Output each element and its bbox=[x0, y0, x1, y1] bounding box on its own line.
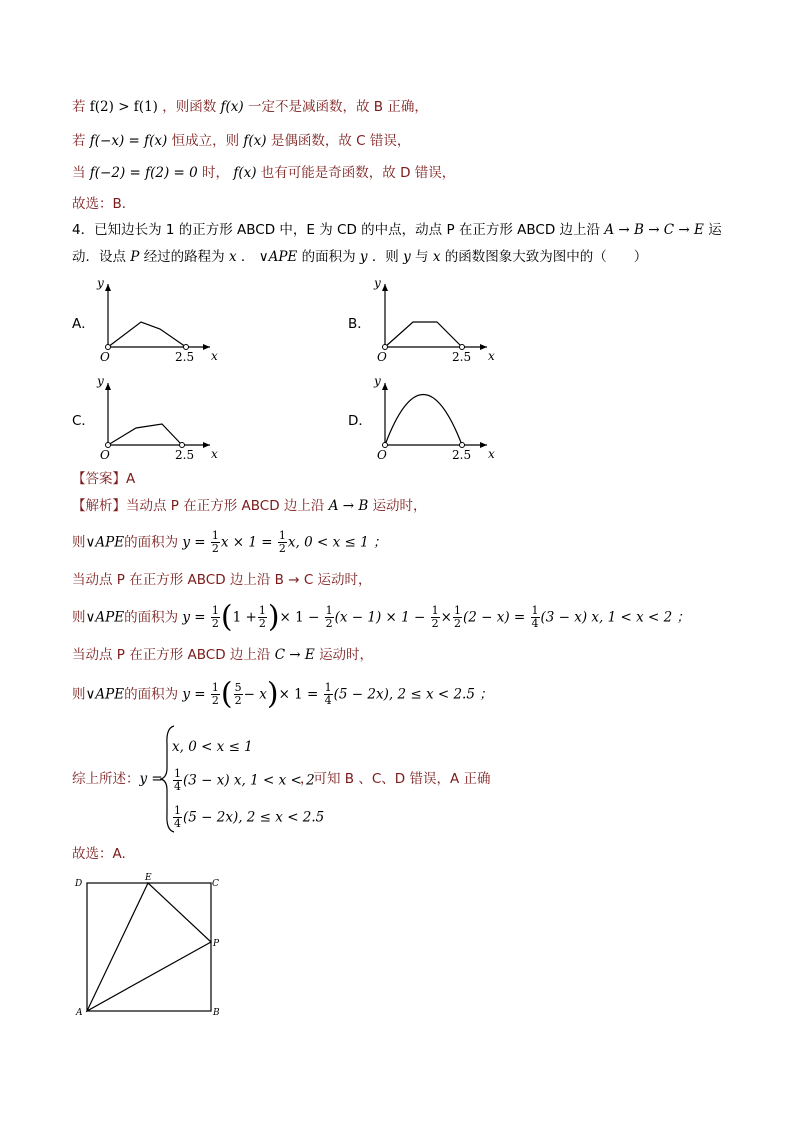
square-figure bbox=[74, 873, 220, 1018]
math: ∨APE bbox=[85, 609, 125, 626]
text: 一定不是减函数，故 B 正确， bbox=[247, 99, 428, 115]
math: (x − 1) × 1 − bbox=[334, 609, 426, 626]
math: × 1 − bbox=[279, 609, 320, 626]
label-a: A bbox=[76, 1008, 83, 1018]
fraction: $\frac{1}{2}$ bbox=[258, 604, 266, 630]
answer-line bbox=[72, 469, 135, 489]
fraction: $\frac{1}{2}$ bbox=[278, 529, 286, 555]
tick-label: 2.5 bbox=[452, 350, 472, 364]
label-p: P bbox=[213, 939, 220, 949]
option-label-b[interactable]: B． bbox=[348, 316, 371, 332]
text: 的面积为 bbox=[124, 686, 179, 703]
formula-line bbox=[72, 530, 386, 555]
text: 运动时， bbox=[319, 647, 374, 663]
math: y = bbox=[139, 771, 163, 787]
text-line bbox=[72, 645, 373, 665]
graph-d-curve bbox=[385, 395, 462, 446]
math: P bbox=[130, 249, 140, 265]
fraction: $\frac{1}{4}$ bbox=[324, 681, 332, 707]
piece-1 bbox=[172, 737, 253, 757]
text: ，则函数 bbox=[162, 99, 217, 115]
text: 的面积为 bbox=[124, 609, 179, 626]
fraction: $\frac{1}{2}$ bbox=[211, 604, 219, 630]
text-line bbox=[72, 131, 410, 151]
tick-label: 2.5 bbox=[175, 448, 195, 462]
x-axis-label: x bbox=[488, 447, 495, 461]
math: × 1 = bbox=[278, 686, 319, 703]
end-point bbox=[460, 443, 465, 448]
label-c: C bbox=[212, 879, 219, 889]
text: ．则 bbox=[371, 249, 399, 265]
text: 运动时， bbox=[372, 498, 427, 514]
math: f(x) bbox=[220, 99, 244, 115]
graph-c bbox=[96, 374, 218, 462]
text: 时， bbox=[202, 165, 230, 181]
analysis-label: 【解析】 bbox=[72, 498, 126, 514]
x-axis-label: x bbox=[211, 349, 218, 363]
fraction: $\frac{1}{2}$ bbox=[211, 529, 219, 555]
fraction: $\frac{1}{2}$ bbox=[211, 681, 219, 707]
text: ． bbox=[240, 249, 255, 265]
graph-a bbox=[96, 276, 218, 364]
tick-label: 2.5 bbox=[452, 448, 472, 462]
answer-value: A bbox=[126, 471, 136, 487]
math: C → E bbox=[274, 647, 315, 663]
text: 是偶函数，故 C 错误， bbox=[270, 133, 411, 149]
summary-line bbox=[72, 769, 163, 789]
end-point bbox=[180, 443, 185, 448]
label-e: E bbox=[145, 873, 152, 883]
fraction: $\frac{1}{4}$ bbox=[174, 804, 181, 830]
triangle-ape bbox=[87, 883, 211, 1011]
math: y = bbox=[182, 609, 206, 626]
math: 1 + bbox=[232, 609, 257, 626]
fraction: $\frac{1}{2}$ bbox=[325, 604, 333, 630]
fraction: $\frac{1}{4}$ bbox=[174, 767, 181, 793]
graph-c-curve bbox=[108, 424, 182, 445]
math: (3 − x) x, 1 < x < 2 ； bbox=[540, 609, 690, 626]
text: 与 bbox=[415, 249, 429, 265]
math: × bbox=[440, 609, 452, 626]
text-line: 当动点 P 在正方形 ABCD 边上沿 B → C 运动时， bbox=[72, 572, 372, 588]
option-label-d[interactable]: D． bbox=[348, 413, 372, 429]
math: y bbox=[359, 249, 368, 265]
label-d: D bbox=[75, 879, 83, 889]
math: f(x) bbox=[243, 133, 267, 149]
math: (5 − 2x), 2 ≤ x < 2.5 bbox=[183, 809, 325, 826]
math: ∨APE bbox=[85, 686, 125, 703]
text: 综上所述： bbox=[72, 771, 140, 787]
fraction: $\frac{1}{2}$ bbox=[431, 604, 439, 630]
math: y = bbox=[182, 686, 206, 703]
math: y bbox=[403, 249, 411, 265]
text: 动．设点 bbox=[72, 249, 126, 265]
label-b: B bbox=[213, 1008, 220, 1018]
math: (3 − x) x, 1 < x < 2 bbox=[183, 772, 315, 789]
fraction: $\frac{1}{4}$ bbox=[531, 604, 539, 630]
math: x, 0 < x ≤ 1 ； bbox=[287, 534, 387, 551]
x-axis-label: x bbox=[488, 349, 495, 363]
piece-3 bbox=[172, 805, 324, 830]
y-axis-label: y bbox=[97, 276, 104, 290]
math: x bbox=[228, 249, 237, 265]
origin-point bbox=[383, 345, 388, 350]
math: ∨APE bbox=[85, 534, 125, 551]
text: 经过的路程为 bbox=[143, 249, 225, 265]
question-line bbox=[72, 247, 647, 267]
math: x bbox=[432, 249, 441, 265]
y-axis-label: y bbox=[374, 374, 381, 388]
question-line bbox=[72, 220, 722, 240]
math: (2 − x) = bbox=[462, 609, 526, 626]
text: 的面积为 bbox=[301, 249, 356, 265]
answer-label: 【答案】 bbox=[72, 471, 126, 487]
text: 当动点 P 在正方形 ABCD 边上沿 bbox=[126, 498, 325, 514]
math: f(−2) = f(2) = 0 bbox=[89, 165, 198, 181]
math: f(−x) = f(x) bbox=[89, 133, 168, 149]
math: A → B bbox=[328, 498, 369, 514]
math: − x bbox=[243, 686, 267, 703]
text: 若 bbox=[72, 99, 86, 115]
text: 运 bbox=[708, 222, 722, 238]
math: x × 1 = bbox=[220, 534, 273, 551]
origin-label: O bbox=[377, 448, 387, 462]
text-line bbox=[72, 97, 428, 117]
origin-point bbox=[106, 443, 111, 448]
text: 则 bbox=[72, 534, 86, 551]
y-axis-label: y bbox=[97, 374, 104, 388]
origin-label: O bbox=[377, 350, 387, 364]
fraction: $\frac{5}{2}$ bbox=[234, 681, 242, 707]
y-axis-label: y bbox=[374, 276, 381, 290]
end-point bbox=[460, 345, 465, 350]
math: ∨APE bbox=[258, 249, 298, 265]
math: f(2) > f(1) bbox=[89, 99, 158, 115]
math: x, 0 < x ≤ 1 bbox=[172, 739, 253, 755]
formula-line: 则∨APE的面积为 y = $\frac{1}{2}$ (1 + $\frac{1}{2}$ )× 1 − $\frac{1}{2}$ (x − 1) × 1 − $\frac{1}{2}$ × $\frac{1}{2}$ (2 − x) = $\frac{1}{4}$ (3 − x) x, 1 < x < 2 ； bbox=[72, 599, 690, 635]
math: (5 − 2x), 2 ≤ x < 2.5 ； bbox=[333, 686, 493, 703]
text: 4．已知边长为 1 的正方形 ABCD 中，E 为 CD 的中点，动点 P 在正方形 ABCD 边上沿 bbox=[72, 222, 601, 238]
graph-d bbox=[373, 374, 495, 462]
final-answer: 故选：A. bbox=[72, 846, 126, 862]
square-abcd bbox=[87, 883, 211, 1011]
origin-label: O bbox=[100, 448, 110, 462]
formula-line: 则∨APE的面积为 y = $\frac{1}{2}$ ( $\frac{5}{2}$ − x)× 1 = $\frac{1}{4}$ (5 − 2x), 2 ≤ x < 2.5 ； bbox=[72, 676, 493, 712]
math: A → B → C → E bbox=[604, 222, 704, 238]
math: f(x) bbox=[233, 165, 257, 181]
fraction: $\frac{1}{2}$ bbox=[453, 604, 461, 630]
summary-conclusion: ，可知 B 、C、D 错误，A 正确 bbox=[300, 771, 491, 787]
origin-point bbox=[106, 345, 111, 350]
text: 当 bbox=[72, 165, 86, 181]
origin-point bbox=[383, 443, 388, 448]
option-label-a[interactable]: A． bbox=[72, 316, 95, 332]
tick-label: 2.5 bbox=[175, 350, 195, 364]
text: 当动点 P 在正方形 ABCD 边上沿 bbox=[72, 647, 271, 663]
text: 的面积为 bbox=[124, 534, 179, 551]
origin-label: O bbox=[100, 350, 110, 364]
x-axis-label: x bbox=[211, 447, 218, 461]
math: y = bbox=[182, 534, 206, 551]
analysis-line bbox=[72, 496, 427, 516]
text: 恒成立，则 bbox=[171, 133, 240, 149]
text: 若 bbox=[72, 133, 86, 149]
text: 也有可能是奇函数，故 D 错误， bbox=[260, 165, 456, 181]
end-point bbox=[184, 345, 189, 350]
option-label-c[interactable]: C． bbox=[72, 413, 95, 429]
piece-2 bbox=[172, 768, 315, 793]
text-line bbox=[72, 163, 455, 183]
text: 则 bbox=[72, 609, 86, 626]
text: 则 bbox=[72, 686, 86, 703]
text-line: 故选：B． bbox=[72, 196, 136, 212]
graph-b-curve bbox=[385, 322, 462, 347]
graph-b bbox=[373, 276, 495, 364]
graph-a-curve bbox=[108, 322, 186, 347]
text: 的函数图象大致为图中的（ ） bbox=[444, 249, 648, 265]
